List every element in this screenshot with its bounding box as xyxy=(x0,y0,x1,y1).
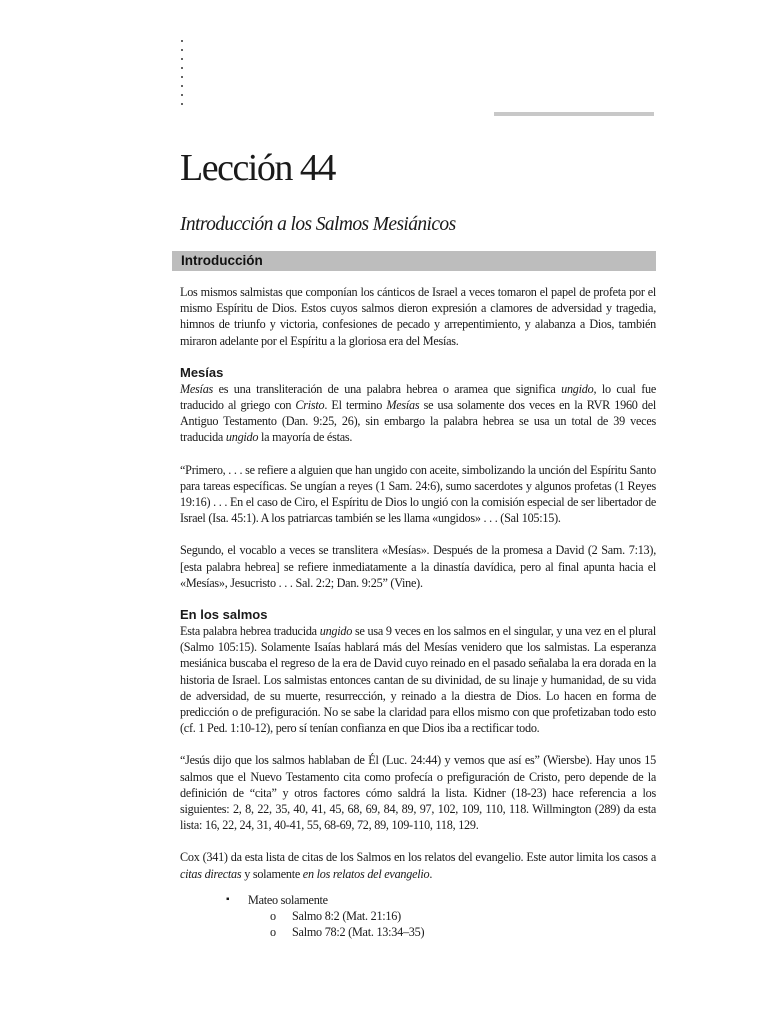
salmos-paragraph-1: Esta palabra hebrea traducida ungido se usa 9 veces en los salmos en el singular, y una vez en el plural (Salmo 105:15). Solamente Isaías hablará más del Mesías venidero que los salmistas. La esperanza mesiánica buscaba el regreso de la era de David cuyo reinado en el pasado señalaba la era dorada en la historia de Israel. Los salmistas entonces cantan de su divinidad, de su linaje y humanidad, de su vida de adversidad, de su muerte, resurrección, y reinado a la diestra de Dios. Lo hacen en forma de predicción o de prefiguración. No se sabe la claridad para ellos mismo con que profetizaban todo esto (cf. 1 Ped. 1:10-12), pero sí tenían confianza en que Dios iba a rectificar todo. xyxy=(180,624,656,736)
document-body xyxy=(180,284,656,940)
list-item: ▪ Mateo solamente o Salmo 8:2 (Mat. 21:16) o Salmo 78:2 (Mat. 13:34–35) xyxy=(180,892,656,940)
intro-paragraph: Los mismos salmistas que componían los cánticos de Israel a veces tomaron el papel de profeta por el mismo Espíritu de Dios. Estos cuyos salmos dieron expresión a clamores de adversidad y tragedia, himnos de triunfo y victoria, confesiones de pecado y arrepentimiento, y alabanza a Dios, también miraron adelante por el Espíritu a la gloriosa era del Mesías. xyxy=(180,285,656,348)
mesias-paragraph-1: Mesías es una transliteración de una palabra hebrea o aramea que significa ungido, lo cual fue traducido al griego con Cristo. El termino Mesías se usa solamente dos veces en la RVR 1960 del Antiguo Testamento (Dan. 9:25, 26), sin embargo la palabra hebrea se usa un total de 39 veces traducida ungido la mayoría de éstas. xyxy=(180,381,657,445)
decorative-rule xyxy=(494,112,654,116)
sub-list xyxy=(248,908,656,940)
salmos-paragraph-2: “Jesús dijo que los salmos hablaban de Él (Luc. 24:44) y vemos que así es” (Wiersbe). Hay unos 15 salmos que el Nuevo Testamento cita como profecía o prefiguración de Cristo, pero depende de la definición de “cita” y otros factores cómo saldrá la lista. Kidner (18-23) hace referencia a los siguientes: 2, 8, 22, 35, 40, 41, 45, 68, 69, 84, 89, 97, 102, 109, 110, 118. Willmington (289) da esta lista: 16, 22, 24, 31, 40-41, 55, 68-69, 72, 89, 109-110, 118, 129. xyxy=(180,753,656,833)
decorative-dots xyxy=(180,40,186,112)
salmos-paragraph-3: Cox (341) da esta lista de citas de los Salmos en los relatos del evangelio. Este autor limita los casos a citas directas y solamente en los relatos del evangelio. xyxy=(180,850,656,881)
mesias-paragraph-2: “Primero, . . . se refiere a alguien que han ungido con aceite, simbolizando la unción del Espíritu Santo para tareas específicas. Se ungían a reyes (1 Sam. 24:6), sumo sacerdotes y algunos profetas (1 Reyes 19:16) . . . En el caso de Ciro, el Espíritu de Dios lo ungió con la comisión especial de ser libertador de Israel (Isa. 45:1). A los patriarcas también se les llama «ungidos» . . . (Sal 105:15). xyxy=(180,462,656,526)
section-heading: Introducción xyxy=(181,253,263,268)
salmos-heading: En los salmos xyxy=(180,607,268,623)
page-subtitle: Introducción a los Salmos Mesiánicos xyxy=(180,214,456,235)
citation-list xyxy=(180,892,656,940)
page-title: Lección 44 xyxy=(180,147,335,189)
sub-list-item: o Salmo 78:2 (Mat. 13:34–35) xyxy=(248,924,656,940)
sub-list-item: o Salmo 8:2 (Mat. 21:16) xyxy=(248,908,656,924)
mesias-paragraph-3: Segundo, el vocablo a veces se translitera «Mesías». Después de la promesa a David (2 Sam. 7:13), [esta palabra hebrea] se refiere inmediatamente a la dinastía davídica, pero al final apunta hacia el «Mesías», Jesucristo . . . Sal. 2:2; Dan. 9:25” (Vine). xyxy=(180,543,656,590)
mesias-heading: Mesías xyxy=(180,364,224,380)
section-header-bar xyxy=(172,251,656,271)
